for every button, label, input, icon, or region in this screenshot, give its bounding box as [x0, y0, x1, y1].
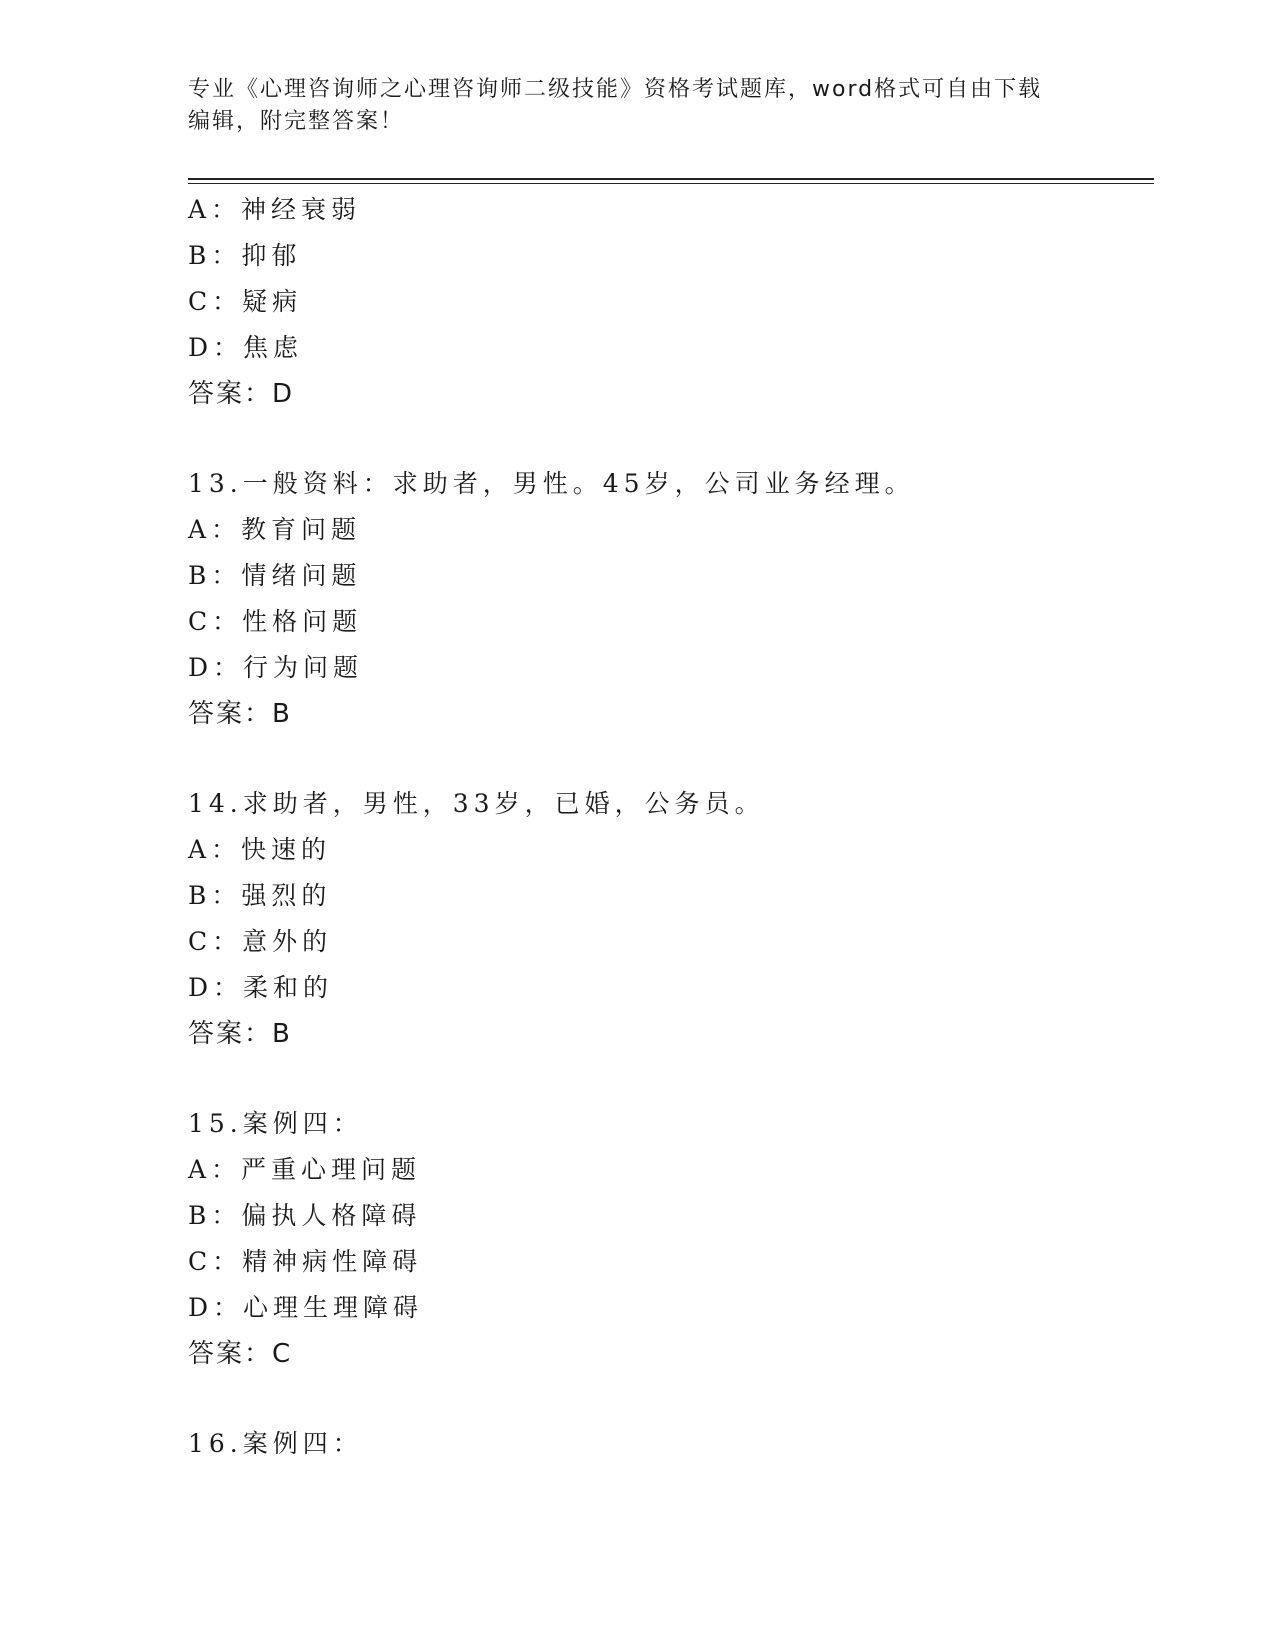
header-line-2: 编辑，附完整答案！: [188, 109, 405, 134]
spacer: [188, 1377, 1148, 1421]
answer: 答案：B: [188, 699, 292, 729]
option-a: A：教育问题: [188, 515, 362, 544]
option-b: B：情绪问题: [188, 561, 362, 590]
option-c: C：精神病性障碍: [188, 1247, 423, 1276]
document-header: [188, 74, 1088, 138]
option-a: A：快速的: [188, 835, 332, 864]
question-text: 15.案例四：: [188, 1109, 363, 1138]
question-text: 13.一般资料：求助者，男性。45岁，公司业务经理。: [188, 469, 915, 498]
option-a: A：神经衰弱: [188, 195, 362, 224]
option-c: C：意外的: [188, 927, 333, 956]
question-text: 16.案例四：: [188, 1429, 363, 1458]
option-c: C：性格问题: [188, 607, 363, 636]
option-c: C：疑病: [188, 287, 303, 316]
question-15: [188, 1101, 1148, 1377]
spacer: [188, 417, 1148, 461]
spacer: [188, 1057, 1148, 1101]
header-rule-thick: [188, 178, 1154, 180]
spacer: [188, 737, 1148, 781]
question-12: [188, 187, 1148, 417]
option-b: B：强烈的: [188, 881, 332, 910]
option-b: B：偏执人格障碍: [188, 1201, 422, 1230]
option-d: D：心理生理障碍: [188, 1293, 424, 1322]
option-a: A：严重心理问题: [188, 1155, 422, 1184]
answer: 答案：C: [188, 1339, 293, 1369]
option-d: D：焦虑: [188, 333, 304, 362]
question-14: [188, 781, 1148, 1057]
question-text: 14.求助者，男性，33岁，已婚，公务员。: [188, 789, 765, 818]
header-rule-thin: [188, 183, 1154, 184]
option-b: B：抑郁: [188, 241, 302, 270]
header-line-1: 专业《心理咨询师之心理咨询师二级技能》资格考试题库，word格式可自由下载: [188, 77, 1043, 102]
answer: 答案：B: [188, 1019, 292, 1049]
option-d: D：柔和的: [188, 973, 334, 1002]
option-d: D：行为问题: [188, 653, 364, 682]
question-13: [188, 461, 1148, 737]
answer: 答案：D: [188, 379, 295, 409]
question-16: [188, 1421, 1148, 1467]
question-list: [188, 187, 1148, 1467]
